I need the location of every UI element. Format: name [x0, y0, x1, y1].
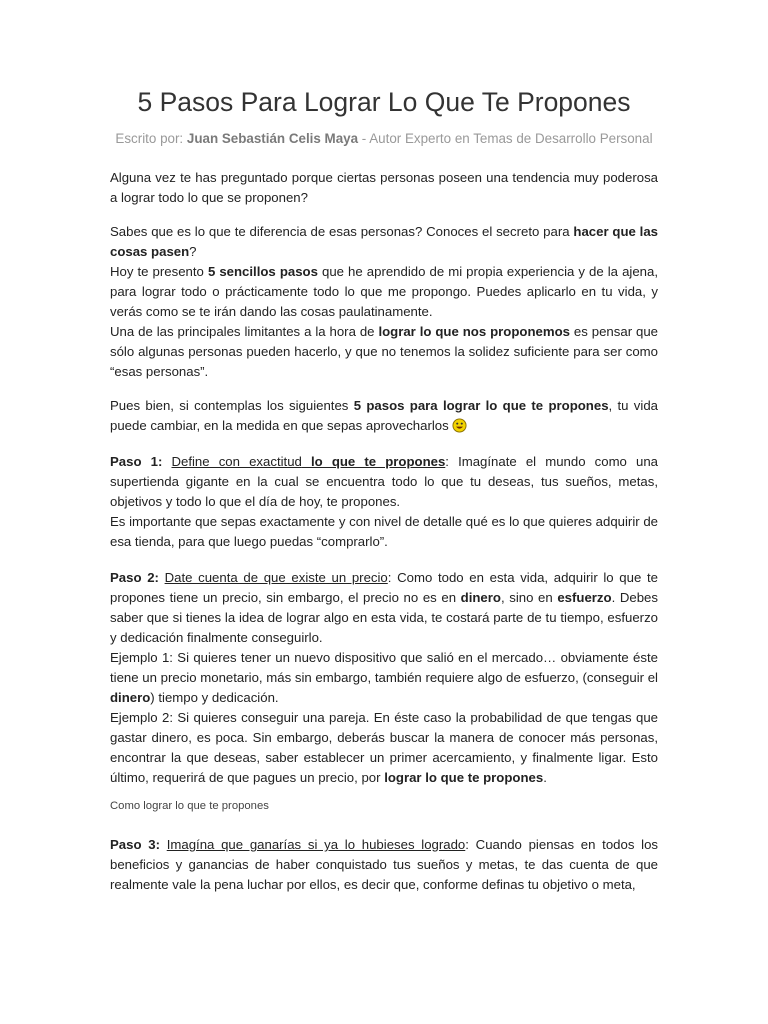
paso-2: Paso 2: Date cuenta de que existe un precio: Como todo en esta vida, adquirir lo que te propones tiene un precio, sin embargo, el precio no es en dinero, sino en esfuerzo. Debes saber que si tienes la idea de lograr algo en esta vida, te costará parte de tu tiempo, esfuerzo y dedicación finalmente conseguirlo. [110, 570, 658, 645]
paso-3: Paso 3: Imagína que ganarías si ya lo hubieses logrado: Cuando piensas en todos los beneficios y ganancias de haber conquistado tus sueños y metas, te das cuenta de que realmente vale la pena luchar por ellos, es decir que, conforme definas tu objetivo o meta, [110, 837, 659, 892]
byline [110, 130, 658, 148]
paso-2-ejemplo-2: Ejemplo 2: Si quieres conseguir una pareja. En éste caso la probabilidad de que tengas que gastar dinero, es poca. Sin embargo, deberás buscar la manera de conocer más personas, encontrar la que deseas, saber establecer un primer acercamiento, y finalmente ligar. Esto último, requerirá de que pagues un precio, por lograr lo que te propones. [110, 710, 658, 785]
paso-1-link[interactable]: Define con exactitud lo que te propones [171, 454, 446, 469]
intro-paragraph-3: Hoy te presento 5 sencillos pasos que he aprendido de mi propia experiencia y de la ajena, para lograr todo o prácticamente todo lo que me propongo. Puedes aplicarlo en tu vida, y verás como se te irán dando las cosas paulatinamente. [110, 264, 659, 319]
article [110, 86, 658, 895]
paso-1-paragraph-2: Es importante que sepas exactamente y con nivel de detalle qué es lo que quieres adquirir de esa tienda, para que luego puedas “comprarlo”. [110, 514, 658, 549]
paso-2-label: Paso 2: [110, 570, 159, 585]
emphasis: hacer que las cosas pasen [110, 224, 659, 259]
intro-paragraph-1: Alguna vez te has preguntado porque ciertas personas poseen una tendencia muy poderosa a lograr todo lo que se proponen? [110, 170, 658, 205]
article-title: 5 Pasos Para Lograr Lo Que Te Propones [137, 87, 631, 117]
image-caption: Como lograr lo que te propones [110, 800, 269, 812]
intro-paragraph-2: Sabes que es lo que te diferencia de esas personas? Conoces el secreto para hacer que las cosas pasen? [110, 224, 659, 259]
paso-1: Paso 1: Define con exactitud lo que te propones: Imagínate el mundo como una supertienda gigante en la cual se encuentra todo lo que tu deseas, tus sueños, metas, objetivos y todo lo que el día de hoy, te propones. [110, 454, 659, 509]
emphasis: lograr lo que nos proponemos [378, 324, 570, 339]
paso-2-link[interactable]: Date cuenta de que existe un precio [164, 570, 388, 585]
intro-paragraph-4: Una de las principales limitantes a la hora de lograr lo que nos proponemos es pensar que sólo algunas personas pueden hacerlo, y que no tenemos la solidez suficiente para ser como “esas personas”. [110, 324, 659, 379]
byline-prefix: Escrito por: [115, 131, 187, 146]
emphasis: 5 pasos para lograr lo que te propones [353, 398, 609, 413]
paso-3-link[interactable]: Imagína que ganarías si ya lo hubieses logrado [166, 837, 466, 852]
paso-1-label: Paso 1: [110, 454, 163, 469]
emphasis: 5 sencillos pasos [207, 264, 318, 279]
smiley-emoticon-icon [452, 418, 467, 433]
byline-author[interactable]: Juan Sebastián Celis Maya [186, 131, 359, 146]
byline-suffix: - Autor Experto en Temas de Desarrollo Personal [358, 131, 653, 146]
paso-2-ejemplo-1: Ejemplo 1: Si quieres tener un nuevo dispositivo que salió en el mercado… obviamente éste tiene un precio monetario, más sin embargo, también requiere algo de esfuerzo, (conseguir el dinero) tiempo y dedicación. [110, 650, 658, 705]
paso-3-label: Paso 3: [110, 837, 160, 852]
intro-paragraph-5: Pues bien, si contemplas los siguientes 5 pasos para lograr lo que te propones, tu vida puede cambiar, en la medida en que sepas aprovecharlos [110, 398, 659, 433]
